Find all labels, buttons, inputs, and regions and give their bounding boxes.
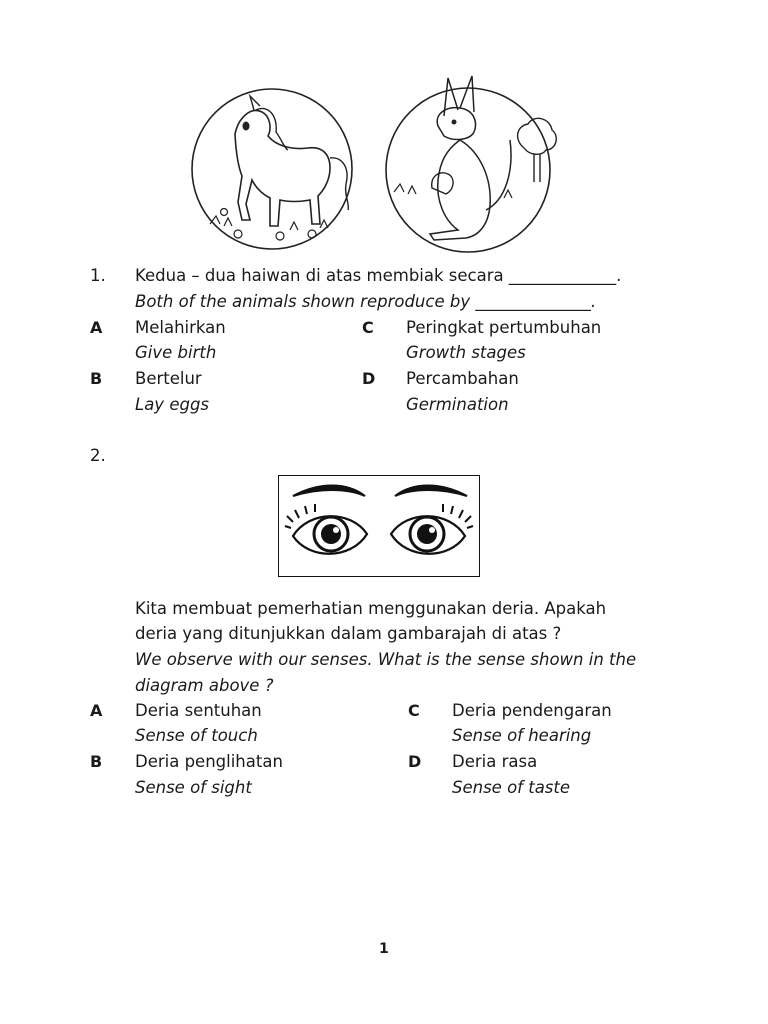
q2-option-d-en: Sense of taste — [452, 778, 571, 797]
q1-option-letter-c: C — [362, 318, 374, 337]
q1-option-letter-d: D — [362, 369, 376, 388]
q1-option-d-en: Germination — [406, 395, 509, 414]
q2-option-d-ms: Deria rasa — [452, 752, 538, 771]
q2-option-a-en: Sense of touch — [135, 726, 258, 745]
q1-option-letter-a: A — [90, 318, 103, 337]
question-2-stem-en-line-2: diagram above ? — [135, 676, 274, 695]
q2-option-c-ms: Deria pendengaran — [452, 701, 612, 720]
q2-option-b-ms: Deria penglihatan — [135, 752, 283, 771]
q1-option-d-ms: Percambahan — [406, 369, 519, 388]
q2-option-letter-d: D — [408, 752, 422, 771]
q2-option-a-ms: Deria sentuhan — [135, 701, 262, 720]
q2-option-c-en: Sense of hearing — [452, 726, 592, 745]
question-2-stem-en-line-1: We observe with our senses. What is the sense shown in the — [135, 650, 637, 669]
q2-option-letter-b: B — [90, 752, 103, 771]
page-number: 1 — [379, 941, 389, 957]
question-2-stem-ms-line-1: Kita membuat pemerhatian menggunakan deria. Apakah — [135, 599, 607, 618]
kangaroo-illustration — [374, 70, 564, 256]
question-1-stem-ms: Kedua – dua haiwan di atas membiak secara _____________. — [135, 266, 622, 285]
question-2-stem-ms-line-2: deria yang ditunjukkan dalam gambarajah di atas ? — [135, 624, 562, 643]
question-2-number: 2. — [90, 446, 106, 465]
q1-option-a-ms: Melahirkan — [135, 318, 226, 337]
eyes-illustration — [279, 476, 479, 576]
q1-option-c-en: Growth stages — [406, 343, 526, 362]
q2-option-b-en: Sense of sight — [135, 778, 252, 797]
q1-option-a-en: Give birth — [135, 343, 217, 362]
q1-option-b-en: Lay eggs — [135, 395, 210, 414]
q1-option-c-ms: Peringkat pertumbuhan — [406, 318, 602, 337]
question-1-stem-en: Both of the animals shown reproduce by ______________. — [135, 292, 597, 311]
q1-option-b-ms: Bertelur — [135, 369, 202, 388]
q2-option-letter-a: A — [90, 701, 103, 720]
eyes-figure-box — [278, 475, 480, 577]
q2-option-letter-c: C — [408, 701, 420, 720]
question-1-number: 1. — [90, 266, 106, 285]
horse-illustration — [180, 84, 366, 254]
q1-option-letter-b: B — [90, 369, 103, 388]
